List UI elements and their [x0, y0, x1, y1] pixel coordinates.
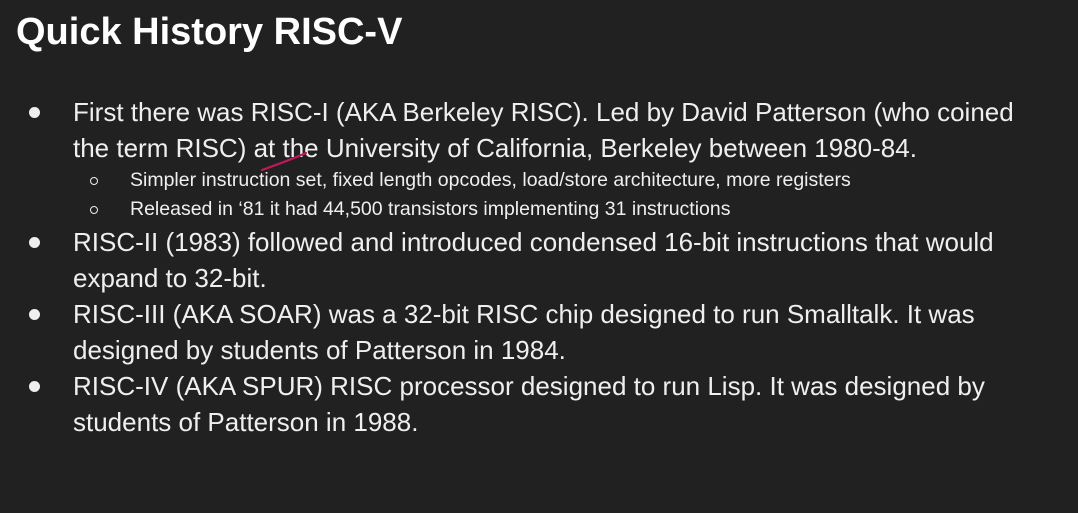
sub-bullet-circle-icon — [90, 206, 98, 214]
sub-bullet-text: Simpler instruction set, fixed length opcodes, load/store architecture, more registers — [130, 169, 851, 191]
sub-bullet-list — [73, 166, 1048, 224]
sub-bullet-text: Released in ‘81 it had 44,500 transistors implementing 31 instructions — [130, 198, 731, 220]
slide-title: Quick History RISC-V — [16, 11, 403, 53]
bullet-dot-icon — [29, 381, 40, 392]
pen-annotation-icon — [258, 148, 318, 176]
sub-bullet-item — [73, 166, 1048, 195]
bullet-dot-icon — [29, 237, 40, 248]
bullet-text: First there was RISC-I (AKA Berkeley RISC). Led by David Patterson (who coined the term RISC) at the University of California, Berkeley between 1980-84. — [73, 97, 1014, 163]
bullet-item-risc-ii — [0, 224, 1078, 296]
bullet-dot-icon — [29, 309, 40, 320]
sub-bullet-item — [73, 195, 1048, 224]
bullet-text: RISC-III (AKA SOAR) was a 32-bit RISC chip designed to run Smalltalk. It was designed by students of Patterson in 1984. — [73, 299, 975, 365]
pen-annotation-stroke — [262, 153, 306, 170]
bullet-text: RISC-II (1983) followed and introduced condensed 16-bit instructions that would expand to 32-bit. — [73, 227, 994, 293]
bullet-list — [0, 94, 1078, 440]
bullet-dot-icon — [29, 107, 40, 118]
bullet-text: RISC-IV (AKA SPUR) RISC processor designed to run Lisp. It was designed by students of Patterson in 1988. — [73, 371, 985, 437]
bullet-item-risc-i — [0, 94, 1078, 224]
bullet-item-risc-iv — [0, 368, 1078, 440]
bullet-item-risc-iii — [0, 296, 1078, 368]
sub-bullet-circle-icon — [90, 177, 98, 185]
